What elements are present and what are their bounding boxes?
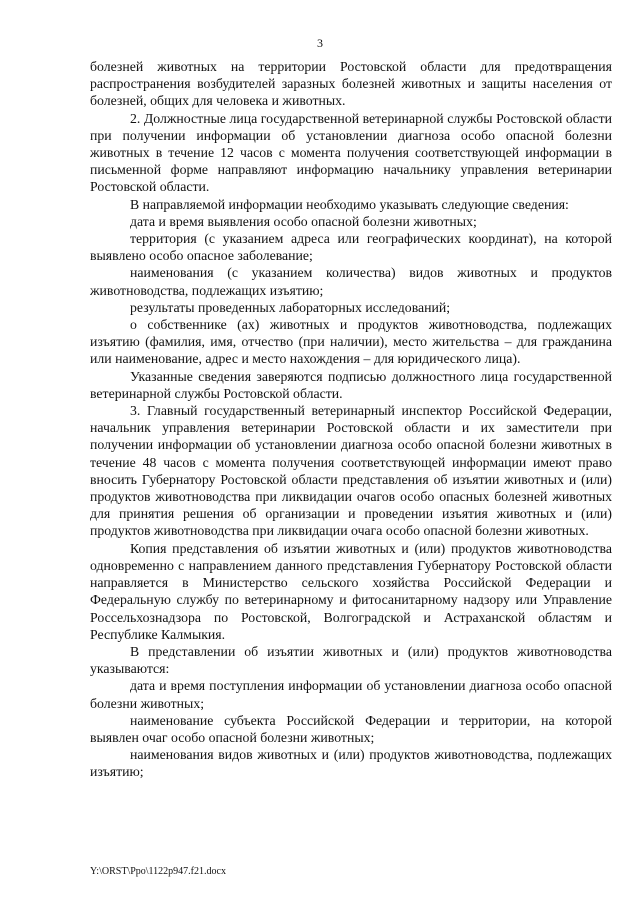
paragraph: В представлении об изъятии животных и (или) продуктов животноводства указываются: [90,643,612,677]
paragraph: В направляемой информации необходимо указывать следующие сведения: [130,196,569,212]
page-number: 3 [317,36,323,50]
list-item: дата и время поступления информации об установлении диагноза особо опасной болезни животных; [90,678,612,711]
document-body [90,58,612,781]
paragraph: 2. Должностные лица государственной ветеринарной службы Ростовской области при получении информации об установлении диагноза особо опасной болезни животных в течение 12 часов с момента получения соответствующей информации в письменной форме направляют информацию начальнику управления ветеринарии Ростовской области. [90,110,612,195]
list-item: наименование субъекта Российской Федерации и территории, на которой выявлен очаг особо опасной болезни животных; [90,712,612,745]
list-item: о собственнике (ах) животных и продуктов животноводства, подлежащих изъятию (фамилия, имя, отчество (при наличии), место жительства – для гражданина или наименование, адрес и место нахождения – для юридического лица). [90,317,612,367]
paragraph: Указанные сведения заверяются подписью должностного лица государственной ветеринарной службы Ростовской области. [90,368,612,401]
footer-file-path: Y:\ORST\Ppo\1122p947.f21.docx [90,866,226,877]
list-item: дата и время выявления особо опасной болезни животных; [130,213,477,229]
list-item: наименования видов животных и (или) продуктов животноводства, подлежащих изъятию; [90,747,612,780]
paragraph: болезней животных на территории Ростовской области для предотвращения распространения возбудителей заразных болезней животных и защиты населения от болезней, общих для человека и животных. [90,59,612,109]
paragraph: Копия представления об изъятии животных и (или) продуктов животноводства одновременно с направлением данного представления Губернатору Ростовской области направляется в Министерство сельского хозяйства Российской Федерации и Федеральную службу по ветеринарному и фитосанитарному надзору или Управление Россельхознадзора по Ростовской, Волгоградской и Астраханской областям и Республике Калмыкия. [90,540,612,642]
list-item: территория (с указанием адреса или географических координат), на которой выявлено особо опасное заболевание; [90,231,612,264]
list-item: результаты проведенных лабораторных исследований; [130,299,451,315]
paragraph: 3. Главный государственный ветеринарный инспектор Российской Федерации, начальник управления ветеринарии Ростовской области и их заместители при получении информации об установлении диагноза особо опасной болезни животных в течение 48 часов с момента получения соответствующей информации имеют право вносить Губернатору Ростовской области представления об изъятии животных и (или) продуктов животноводства при ликвидации очагов особо опасных болезней животных для принятия решения об организации и проведении изъятия животных и (или) продуктов животноводства при ликвидации очага особо опасной болезни животных. [90,403,612,539]
list-item: наименования (с указанием количества) видов животных и продуктов животноводства, подлежащих изъятию; [90,265,612,298]
